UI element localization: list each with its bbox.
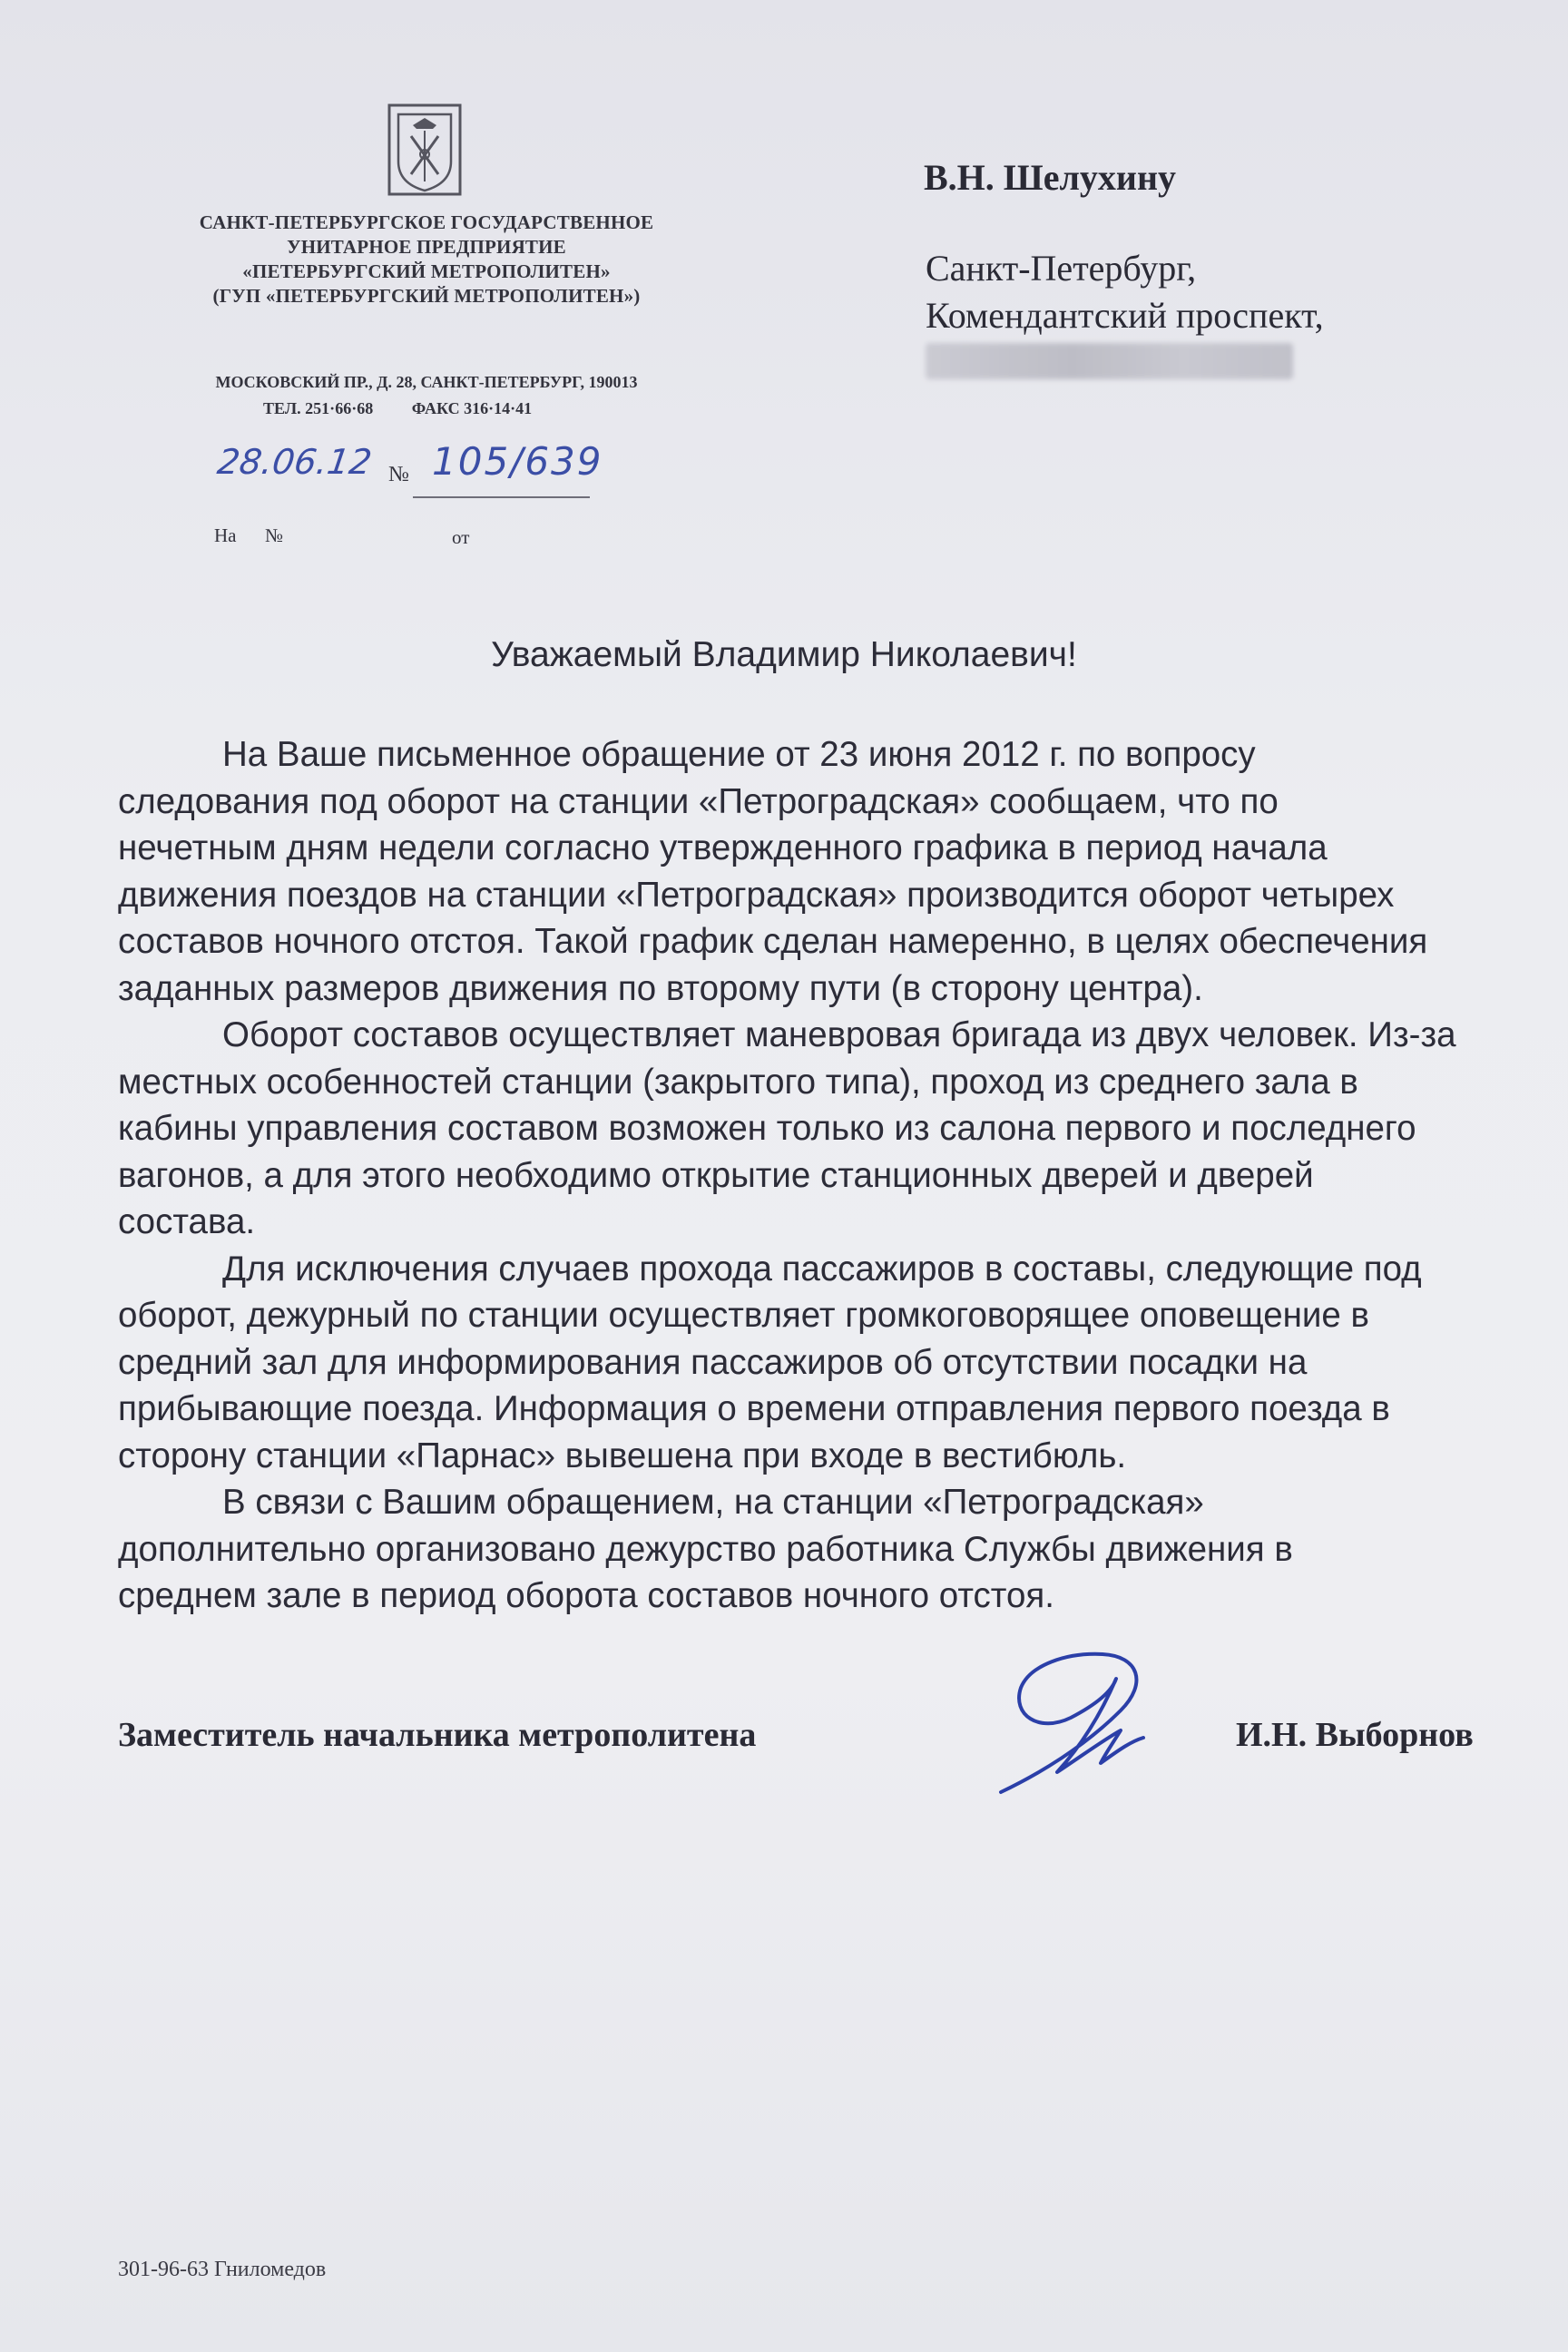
body-line: В связи с Вашим обращением, на станции «Петроградская» [222,1483,1204,1522]
recipient-city: Санкт-Петербург, [926,248,1197,289]
body-line: вагонов, а для этого необходимо открытие станционных дверей и дверей [118,1155,1314,1195]
body-line: Для исключения случаев прохода пассажиров в составы, следующие под [222,1249,1422,1289]
body-line: нечетным дням недели согласно утвержденного графика в период начала [118,828,1328,867]
org-line: «ПЕТЕРБУРГСКИЙ МЕТРОПОЛИТЕН» [242,260,611,282]
body-line: оборот, дежурный по станции осуществляет громкоговорящее оповещение в [118,1296,1369,1335]
reference-from-label: от [452,526,470,548]
body-line: дополнительно организовано дежурство работника Службы движения в [118,1529,1293,1569]
body-line: прибывающие поезда. Информация о времени отправления первого поезда в [118,1389,1390,1428]
body-line: состава. [118,1202,256,1241]
body-line: средний зал для информирования пассажиров об отсутствии посадки на [118,1342,1308,1382]
org-line: УНИТАРНОЕ ПРЕДПРИЯТИЕ [287,236,566,258]
registration-number-label: № [388,463,409,486]
reference-number-label: № [265,524,284,546]
executor-note: 301-96-63 Гниломедов [118,2258,327,2281]
registration-number: 105/639 [432,439,603,484]
org-fax: ФАКС 316·14·41 [411,399,533,417]
letter-body [118,731,1534,1620]
org-line: (ГУП «ПЕТЕРБУРГСКИЙ МЕТРОПОЛИТЕН») [212,285,641,307]
body-line: составов ночного отстоя. Такой график сделан намеренно, в целях обеспечения [118,922,1428,961]
org-contacts [263,399,566,418]
coat-of-arms-icon [386,102,464,198]
body-line: Оборот составов осуществляет маневровая бригада из двух человек. Из-за [222,1015,1456,1054]
body-line: На Ваше письменное обращение от 23 июня 2012 г. по вопросу [222,735,1256,774]
handwritten-signature [985,1647,1166,1810]
reference-on-label: На [214,524,237,546]
body-line: сторону станции «Парнас» вывешена при входе в вестибюль. [118,1436,1127,1475]
body-line: следования под оборот на станции «Петроградская» сообщаем, что по [118,781,1279,821]
signatory-name: И.Н. Выборнов [1236,1716,1474,1754]
org-phone: ТЕЛ. 251·66·68 [263,399,374,417]
registration-underline [413,496,590,498]
signatory-title: Заместитель начальника метрополитена [118,1716,757,1754]
organization-name [127,211,726,309]
body-line: местных особенностей станции (закрытого типа), проход из среднего зала в [118,1062,1358,1102]
redacted-house-number [926,343,1293,379]
recipient-name: В.Н. Шелухину [924,157,1177,198]
recipient-street: Комендантский проспект, [926,295,1324,336]
body-line: заданных размеров движения по второму пути (в сторону центра). [118,968,1203,1008]
body-line: движения поездов на станции «Петроградская» производится оборот четырех [118,875,1395,915]
org-line: САНКТ-ПЕТЕРБУРГСКОЕ ГОСУДАРСТВЕННОЕ [199,211,654,233]
salutation: Уважаемый Владимир Николаевич! [491,635,1077,674]
body-line: среднем зале в период оборота составов ночного отстоя. [118,1576,1054,1615]
body-line: кабины управления составом возможен только из салона первого и последнего [118,1109,1416,1148]
registration-date: 28.06.12 [214,442,375,482]
org-address: МОСКОВСКИЙ ПР., Д. 28, САНКТ-ПЕТЕРБУРГ, 190013 [215,373,638,391]
